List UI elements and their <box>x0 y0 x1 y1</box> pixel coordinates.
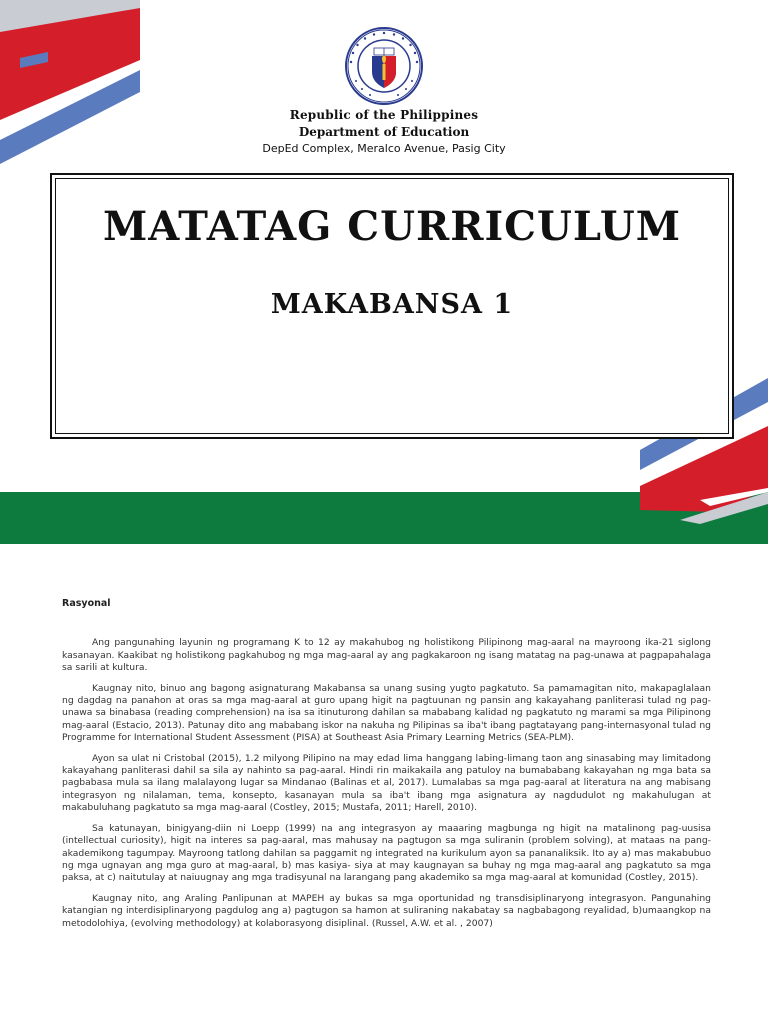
subject-title: MAKABANSA 1 <box>270 289 514 320</box>
department-text: Department of Education <box>298 125 470 139</box>
paragraph: Ayon sa ulat ni Cristobal (2015), 1.2 milyong Pilipino na may edad lima hanggang labing-limang taon ang sinasabing may limitadong kakayahang panliterasi dahil sa sila ay nahinto sa pag-aaral. Hindi rin maikakaila ang patuloy na bumababang kakayahan ng mga bata sa pagbabasa mula sa ilang malalayong lugar sa Mindanao (Balinas et al, 2017). Lumalabas sa mga pag-aaral at literatura na ang mabisang integrasyon ng nilalaman, tema, konsepto, kasanayan mula sa iba't ibang mga asignatura ay nagdudulot ng makahulugan at makabuluhang pagkatuto sa mga mag-aaral (Costley, 2015; Mustafa, 2011; Harell, 2010). <box>62 752 711 814</box>
section-heading: Rasyonal <box>62 598 111 609</box>
stripe-red-top-left <box>0 8 140 120</box>
stripe-blue-small-top-left <box>20 52 48 68</box>
document-body <box>62 598 711 938</box>
paragraph: Kaugnay nito, ang Araling Panlipunan at MAPEH ay bukas sa mga oportunidad ng transdisiplinaryong integrasyon. Pangunahing katangian ng interdisiplinaryong pagdulog ang a) pagtugon sa hamon at suliraning nakabatay sa nagbabagong reyalidad, b)umaangkop na metodolohiya, (evolving methodology) at kolaborasyong disiplinal. (Russel, A.W. et al. , 2007) <box>62 892 711 929</box>
paragraph: Kaugnay nito, binuo ang bagong asignaturang Makabansa sa unang susing yugto pagkatuto. Sa pamamagitan nito, makapaglalaan ng dagdag na panahon at oras sa mga mag-aaral at guro upang higit na pagtuunan ng pansin ang kakayahang panliterasi tulad ng pag-unawa sa binabasa (reading comprehension) na isa sa itinuturong dahilan sa mababang kalidad ng pagkatuto ng marami sa mga Pilipinong mag-aaral (Estacio, 2013). Patunay dito ang mababang iskor na nakuha ng Pilipinas sa iba't ibang pagtatayang pang-internasyonal tulad ng Programme for International Student Assessment (PISA) at Southeast Asia Primary Learning Metrics (SEA-PLM). <box>62 682 711 744</box>
stripe-gray-top-left <box>0 0 140 40</box>
green-band <box>0 492 768 544</box>
republic-text: Republic of the Philippines <box>289 108 479 122</box>
stripe-white-bottom-right-2 <box>700 488 768 506</box>
paragraph: Ang pangunahing layunin ng programang K to 12 ay makahubog ng holistikong Pilipinong mag-aaral na mayroong ika-21 siglong kasanayan. Kaakibat ng holistikong pagkahubog ng mga mag-aaral ay ang pagkakaroon ng isang matatag na pag-unawa at pagpapahalaga sa sarili at kultura. <box>62 637 711 674</box>
stripe-gray-bottom-right <box>680 492 768 524</box>
address-text: DepEd Complex, Meralco Avenue, Pasig City <box>262 142 506 155</box>
title-box <box>50 173 734 439</box>
paragraph: Sa katunayan, binigyang-diin ni Loepp (1999) na ang integrasyon ay maaaring magbunga ng higit na matalinong pag-uusisa (intellectual curiosity), higit na interes sa pag-aaral, mas mahusay na pagtugon sa mga suliranin (problem solving), at mataas na pang-akademikong tagumpay. Mayroong tatlong dahilan sa paggamit ng integrated na kurikulum ayon sa pananaliksik. Ito ay a) mas makabubuo ng mga ugnayan ang mga guro at mag-aaral, b) mas kasiya- siya at may kaugnayan sa buhay ng mga mag-aaral ang pagkatuto sa mga paksa, at c) naitutulay at naiuugnay ang mga tradisyunal na larangang pang akademiko sa mga mag-aaral at komunidad (Costley, 2015). <box>62 822 711 884</box>
curriculum-title: MATATAG CURRICULUM <box>103 203 681 250</box>
deped-seal-icon <box>344 26 424 106</box>
